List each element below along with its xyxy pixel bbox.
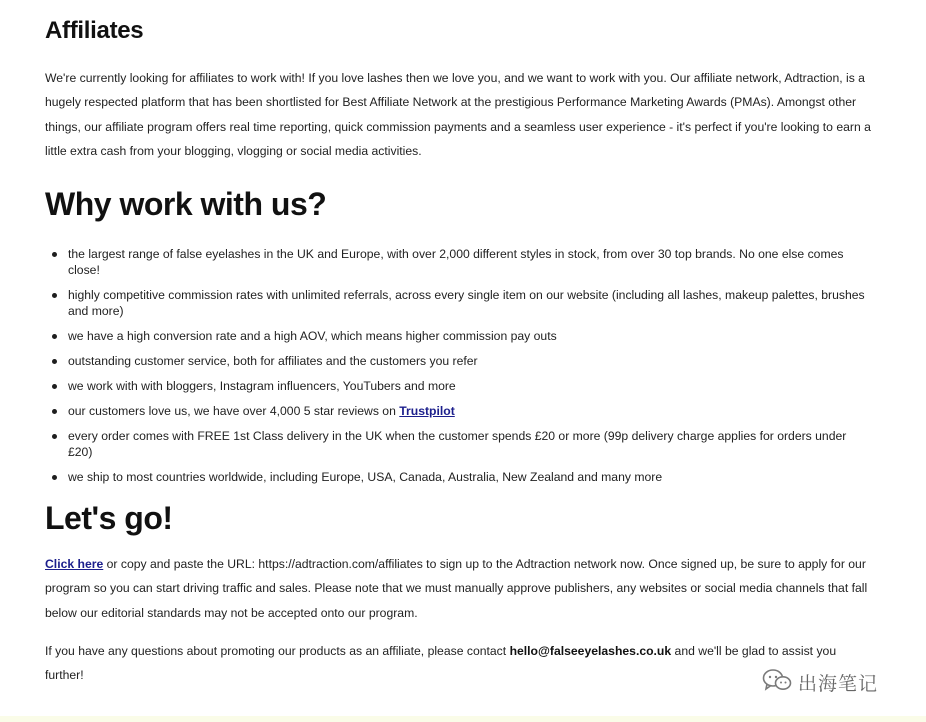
contact-text-post: and we'll be glad to assist you further! bbox=[45, 644, 837, 683]
why-heading: Why work with us? bbox=[45, 186, 327, 223]
bullet-icon bbox=[52, 384, 57, 389]
click-here-link[interactable]: Click here bbox=[45, 557, 104, 572]
signup-text: or copy and paste the URL: https://adtraction.com/affiliates to sign up to the Adtraction network now. Once signed up, be sure to apply for our program so you can start driving traffic and sales. Please note that we must manually approve publishers, any websites or social media channels that fall below our editorial standards may not be accepted onto our program. bbox=[45, 557, 868, 620]
benefits-list bbox=[45, 246, 868, 485]
list-item-text: we work with with bloggers, Instagram influencers, YouTubers and more bbox=[68, 379, 456, 394]
watermark-text: 出海笔记 bbox=[798, 672, 879, 695]
watermark bbox=[762, 667, 878, 697]
list-item bbox=[68, 428, 868, 460]
list-item-text: we have a high conversion rate and a high AOV, which means higher commission pay outs bbox=[68, 329, 557, 344]
bullet-icon bbox=[52, 475, 57, 480]
list-item-text: every order comes with FREE 1st Class delivery in the UK when the customer spends £20 or more (99p delivery charge applies for orders under £20) bbox=[68, 429, 847, 460]
list-item-text: we ship to most countries worldwide, including Europe, USA, Canada, Australia, New Zealand and many more bbox=[68, 470, 663, 485]
list-item bbox=[68, 403, 868, 419]
list-item bbox=[68, 353, 868, 369]
list-item-text: outstanding customer service, both for affiliates and the customers you refer bbox=[68, 354, 478, 369]
bullet-icon bbox=[52, 293, 57, 298]
trustpilot-link[interactable]: Trustpilot bbox=[399, 404, 455, 419]
main-content bbox=[45, 12, 875, 688]
bullet-icon bbox=[52, 359, 57, 364]
bullet-icon bbox=[52, 434, 57, 439]
affiliates-heading: Affiliates bbox=[45, 17, 144, 44]
affiliates-intro: We're currently looking for affiliates to work with! If you love lashes then we love you, and we want to work with you. Our affiliate network, Adtraction, is a hugely respected platform that has been shortlisted for Best Affiliate Network at the prestigious Performance Marketing Awards (PMAs). Amongst other things, our affiliate program offers real time reporting, quick commission payments and a seamless user experience - it's perfect if you're looking to earn a little extra cash from your blogging, vlogging or social media activities. bbox=[45, 71, 871, 158]
signup-paragraph bbox=[45, 552, 875, 625]
list-item-text: our customers love us, we have over 4,000 5 star reviews on bbox=[68, 404, 400, 419]
list-item bbox=[68, 246, 868, 278]
wechat-icon bbox=[762, 668, 792, 697]
contact-email[interactable]: hello@falseeyelashes.co.uk bbox=[509, 644, 672, 659]
list-item-text: highly competitive commission rates with unlimited referrals, across every single item on our website (including all lashes, makeup palettes, brushes and more) bbox=[68, 288, 865, 319]
list-item-text: the largest range of false eyelashes in the UK and Europe, with over 2,000 different styles in stock, from over 30 top brands. No one else comes close! bbox=[68, 247, 844, 278]
list-item bbox=[68, 328, 868, 344]
contact-paragraph bbox=[45, 639, 875, 688]
lets-go-heading: Let's go! bbox=[45, 500, 173, 537]
contact-text-pre: If you have any questions about promoting our products as an affiliate, please contact bbox=[45, 644, 510, 659]
footer-band bbox=[0, 716, 926, 722]
bullet-icon bbox=[52, 409, 57, 414]
bullet-icon bbox=[52, 334, 57, 339]
list-item bbox=[68, 469, 868, 485]
list-item bbox=[68, 378, 868, 394]
bullet-icon bbox=[52, 252, 57, 257]
list-item bbox=[68, 287, 868, 319]
